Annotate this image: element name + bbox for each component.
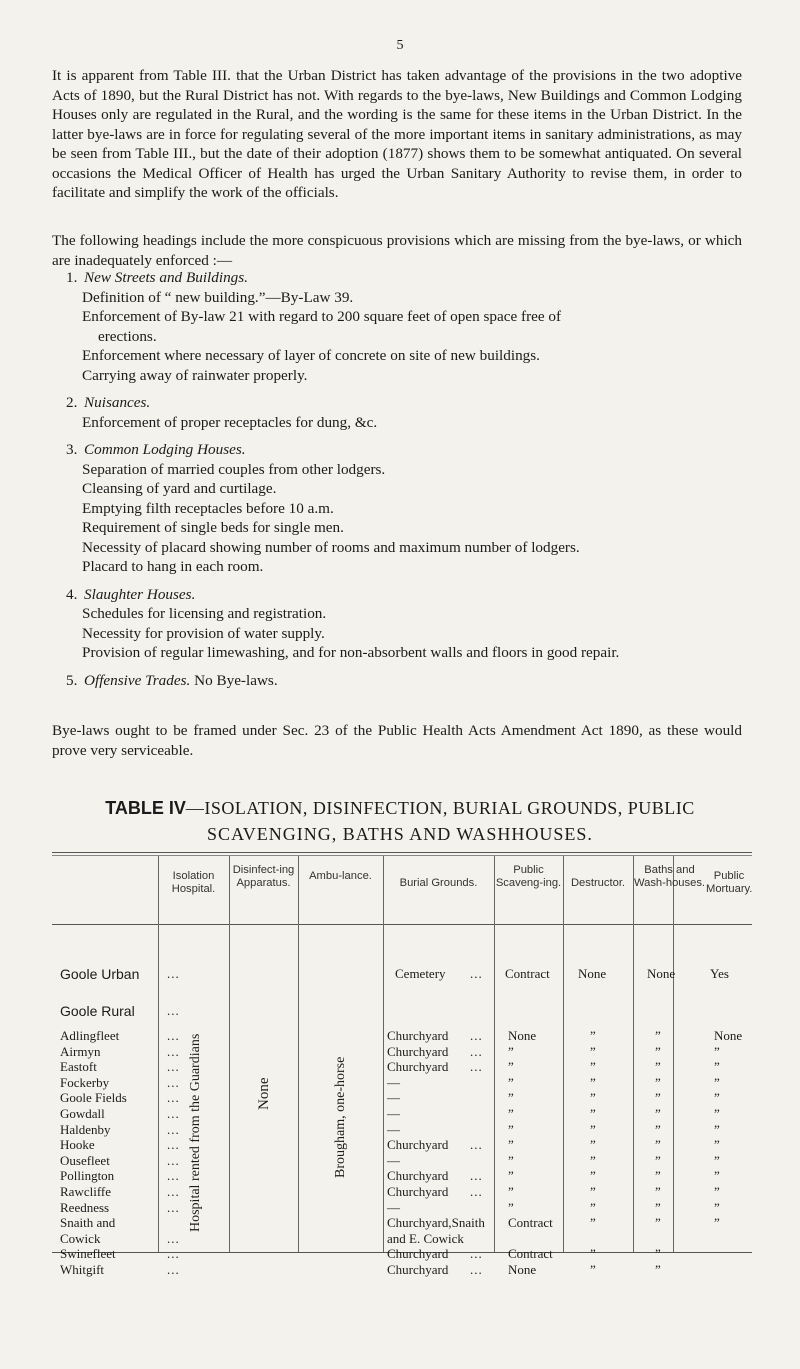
destructor-cell: ”	[590, 1090, 596, 1105]
scavenging-cell: ”	[508, 1137, 514, 1152]
district-name: Reedness	[60, 1200, 110, 1215]
destructor-cell: ”	[590, 1215, 596, 1230]
district-name: Swinefleet	[60, 1246, 116, 1261]
scavenging-cell: ”	[508, 1075, 514, 1090]
section-item: Definition of “ new building.”—By-Law 39.	[82, 288, 354, 306]
mortuary-cell: ”	[714, 1137, 720, 1152]
district-name: Adlingfleet	[60, 1028, 120, 1043]
leader-dots: ...	[167, 1075, 180, 1090]
table-title-rest: —ISOLATION, DISINFECTION, BURIAL GROUNDS, PUBLIC	[185, 798, 695, 818]
scavenging-cell: ”	[508, 1044, 514, 1059]
table-title	[0, 795, 800, 847]
destructor-cell: None	[578, 966, 607, 981]
baths-cell: ”	[655, 1059, 661, 1074]
column-header-disinfect: Disinfect-ing Apparatus.	[232, 864, 295, 889]
table-header-rule	[52, 924, 752, 925]
district-name: Rawcliffe	[60, 1184, 112, 1199]
column-divider	[298, 856, 299, 1252]
mortuary-cell: None	[714, 1028, 743, 1043]
scavenging-cell: ”	[508, 1090, 514, 1105]
section-heading	[66, 585, 746, 605]
column-header-destructor: Destructor.	[570, 877, 626, 889]
section-heading	[66, 440, 746, 460]
section-number: 2.	[66, 394, 78, 411]
mortuary-cell: ”	[714, 1153, 720, 1168]
baths-cell: ”	[655, 1075, 661, 1090]
baths-cell: ”	[655, 1028, 661, 1043]
district-name: Pollington	[60, 1168, 115, 1183]
scavenging-cell: ”	[508, 1168, 514, 1183]
burial-cell: Churchyard	[387, 1059, 449, 1074]
leader-dots: ...	[167, 1044, 180, 1059]
section-item: Carrying away of rainwater properly.	[82, 366, 308, 384]
baths-cell: ”	[655, 1184, 661, 1199]
table-top-rule-2	[52, 855, 752, 856]
scavenging-cell: ”	[508, 1184, 514, 1199]
section-item: Necessity for provision of water supply.	[82, 624, 325, 642]
baths-cell: ”	[655, 1153, 661, 1168]
destructor-cell: ”	[590, 1262, 596, 1277]
section-item: Emptying filth receptacles before 10 a.m.	[82, 499, 334, 517]
burial-cell: Churchyard	[387, 1246, 449, 1261]
scavenging-cell: None	[508, 1262, 537, 1277]
leader-dots: ...	[470, 1168, 483, 1183]
section-4	[66, 585, 746, 663]
column-header-scavenging: Public Scaveng-ing.	[495, 864, 562, 889]
leader-dots: ...	[167, 1090, 180, 1105]
baths-cell: ”	[655, 1090, 661, 1105]
disinfect-vertical-label: None	[256, 1077, 272, 1110]
burial-cell: —	[387, 1200, 400, 1215]
column-divider	[229, 856, 230, 1252]
baths-cell: ”	[655, 1246, 661, 1261]
mortuary-cell: ”	[714, 1059, 720, 1074]
burial-cell: —	[387, 1122, 400, 1137]
burial-cell: Churchyard	[387, 1044, 449, 1059]
section-3	[66, 440, 746, 577]
section-item: Enforcement of By-law 21 with regard to 200 square feet of open space free of	[82, 308, 562, 325]
destructor-cell: ”	[590, 1122, 596, 1137]
leader-dots: ...	[167, 1262, 180, 1277]
baths-cell: ”	[655, 1168, 661, 1183]
scavenging-cell: None	[508, 1028, 537, 1043]
isolation-vertical-label: Hospital rented from the Guardians	[188, 1033, 203, 1232]
baths-cell: ”	[655, 1262, 661, 1277]
burial-cell: Cemetery	[395, 966, 446, 981]
destructor-cell: ”	[590, 1137, 596, 1152]
leader-dots: ...	[167, 1137, 180, 1152]
scavenging-cell: ”	[508, 1059, 514, 1074]
section-item: Requirement of single beds for single men.	[82, 519, 344, 536]
paragraph-recommendation	[52, 721, 742, 760]
mortuary-cell: ”	[714, 1044, 720, 1059]
column-divider	[673, 856, 674, 1252]
column-divider	[383, 856, 384, 1252]
burial-cell: Churchyard	[387, 1168, 449, 1183]
scavenging-cell: Contract	[508, 1246, 553, 1261]
mortuary-cell: ”	[714, 1075, 720, 1090]
district-name: Goole Fields	[60, 1090, 127, 1105]
section-title: New Streets and Buildings.	[84, 269, 248, 286]
scavenging-cell: ”	[508, 1153, 514, 1168]
district-name: Hooke	[60, 1137, 95, 1152]
destructor-cell: ”	[590, 1028, 596, 1043]
scavenging-cell: Contract	[508, 1215, 553, 1230]
leader-dots: ...	[167, 1122, 180, 1137]
section-item: Provision of regular limewashing, and for non-absorbent walls and floors in good repair.	[82, 644, 620, 661]
section-title: Common Lodging Houses.	[84, 441, 246, 458]
bye-law-sections	[66, 268, 746, 698]
column-header-baths: Baths and Wash-houses.	[633, 864, 706, 889]
section-heading	[66, 671, 746, 691]
destructor-cell: ”	[590, 1184, 596, 1199]
section-number: 1.	[66, 269, 78, 286]
baths-cell: None	[647, 966, 676, 981]
table-title-label: TABLE IV	[105, 798, 186, 818]
leader-dots: ...	[470, 1262, 483, 1277]
district-name: Snaith and	[60, 1215, 116, 1230]
leader-dots: ...	[167, 1153, 180, 1168]
destructor-cell: ”	[590, 1075, 596, 1090]
section-item: Enforcement where necessary of layer of concrete on site of new buildings.	[82, 347, 540, 364]
baths-cell: ”	[655, 1215, 661, 1230]
burial-cell: —	[387, 1090, 400, 1105]
section-heading	[66, 268, 746, 288]
leader-dots: ...	[167, 1003, 180, 1018]
leader-dots: ...	[470, 1246, 483, 1261]
burial-cell: Churchyard	[387, 1184, 449, 1199]
baths-cell: ”	[655, 1137, 661, 1152]
burial-cell: Churchyard	[387, 1262, 449, 1277]
section-number: 3.	[66, 441, 78, 458]
leader-dots: ...	[470, 966, 483, 981]
district-name: Airmyn	[60, 1044, 101, 1059]
section-number: 5.	[66, 671, 78, 689]
baths-cell: ”	[655, 1044, 661, 1059]
column-divider	[633, 856, 634, 1252]
district-name: Gowdall	[60, 1106, 105, 1121]
mortuary-cell: ”	[714, 1168, 720, 1183]
burial-cell: —	[387, 1106, 400, 1121]
leader-dots: ...	[470, 1059, 483, 1074]
mortuary-cell: ”	[714, 1122, 720, 1137]
section-title: Offensive Trades.	[84, 671, 191, 689]
leader-dots: ...	[167, 1168, 180, 1183]
paragraph-headings-intro	[52, 231, 742, 270]
section-title: Nuisances.	[84, 394, 151, 411]
district-name: Haldenby	[60, 1122, 111, 1137]
burial-cell: —	[387, 1075, 400, 1090]
district-goole-rural: Goole Rural	[60, 1003, 135, 1019]
burial-cell: Churchyard	[387, 1137, 449, 1152]
destructor-cell: ”	[590, 1246, 596, 1261]
paragraph-urban-rural	[52, 66, 742, 203]
section-item: Placard to hang in each room.	[82, 558, 264, 575]
district-name: Whitgift	[60, 1262, 105, 1277]
scavenging-cell: ”	[508, 1200, 514, 1215]
mortuary-cell: Yes	[710, 966, 729, 981]
district-name: Cowick	[60, 1231, 101, 1246]
table-title-line2: SCAVENGING, BATHS AND WASHHOUSES.	[207, 824, 593, 844]
scavenging-cell: Contract	[505, 966, 550, 981]
baths-cell: ”	[655, 1122, 661, 1137]
leader-dots: ...	[470, 1137, 483, 1152]
ambulance-vertical-label: Brougham, one-horse	[333, 1056, 348, 1178]
column-divider	[158, 856, 159, 1252]
scavenging-cell: ”	[508, 1106, 514, 1121]
destructor-cell: ”	[590, 1106, 596, 1121]
column-header-mortuary: Public Mortuary.	[706, 870, 753, 895]
destructor-cell: ”	[590, 1200, 596, 1215]
burial-cell: —	[387, 1153, 400, 1168]
section-item: Enforcement of proper receptacles for dung, &c.	[82, 413, 378, 431]
district-name: Fockerby	[60, 1075, 110, 1090]
section-item: Schedules for licensing and registration.	[82, 605, 327, 622]
leader-dots: ...	[167, 1246, 180, 1261]
table-top-rule	[52, 852, 752, 853]
leader-dots: ...	[167, 1106, 180, 1121]
paragraph-text: It is apparent from Table III. that the Urban District has taken advantage of the provisions in the two adoptive Acts of 1890, but the Rural District has not. With regards to the bye-laws, New Buildings and Common Lodging Houses only are regulated in the Rural, and the wording is the same for these items in the Urban District. In the latter bye-laws are in force for regulating several of the more important items in sanitary administrations, as may be seen from Table III., but the date of their adoption (1877) shows them to be somewhat antiquated. On several occasions the Medical Officer of Health has urged the Urban Sanitary Authority to revise them, in order to facilitate and simplify the work of the officials.	[52, 67, 742, 201]
section-number: 4.	[66, 585, 78, 603]
paragraph-text: The following headings include the more conspicuous provisions which are missing from the bye-laws, or which are inadequately enforced :—	[52, 232, 742, 269]
leader-dots: ...	[167, 1231, 180, 1246]
burial-cell: Churchyard	[387, 1028, 449, 1043]
leader-dots: ...	[470, 1044, 483, 1059]
column-header-isolation: Isolation Hospital.	[171, 870, 216, 895]
destructor-cell: ”	[590, 1044, 596, 1059]
page-number: 5	[396, 38, 404, 53]
destructor-cell: ”	[590, 1168, 596, 1183]
mortuary-cell: ”	[714, 1200, 720, 1215]
paragraph-text: Bye-laws ought to be framed under Sec. 23 of the Public Health Acts Amendment Act 1890, as these would prove very serviceable.	[52, 722, 742, 759]
mortuary-cell: ”	[714, 1184, 720, 1199]
destructor-cell: ”	[590, 1059, 596, 1074]
leader-dots: ...	[167, 1184, 180, 1199]
section-1	[66, 268, 746, 385]
district-name: Eastoft	[60, 1059, 97, 1074]
column-divider	[494, 856, 495, 1252]
leader-dots: ...	[470, 1028, 483, 1043]
section-item: Cleansing of yard and curtilage.	[82, 480, 277, 497]
destructor-cell: ”	[590, 1153, 596, 1168]
baths-cell: ”	[655, 1200, 661, 1215]
column-divider	[563, 856, 564, 1252]
column-header-ambulance: Ambu-lance.	[309, 870, 372, 882]
mortuary-cell: ”	[714, 1106, 720, 1121]
leader-dots: ...	[167, 966, 180, 981]
section-heading	[66, 393, 746, 413]
section-note: No Bye-laws.	[190, 671, 278, 689]
burial-cell: Churchyard,Snaith	[387, 1215, 485, 1230]
mortuary-cell: ”	[714, 1215, 720, 1230]
district-name: Ousefleet	[60, 1153, 110, 1168]
burial-cell: and E. Cowick	[387, 1231, 464, 1246]
section-item: Necessity of placard showing number of rooms and maximum number of lodgers.	[82, 538, 580, 556]
leader-dots: ...	[470, 1184, 483, 1199]
leader-dots: ...	[167, 1028, 180, 1043]
section-item: erections.	[98, 327, 157, 345]
scavenging-cell: ”	[508, 1122, 514, 1137]
section-title: Slaughter Houses.	[84, 585, 196, 603]
section-item: Separation of married couples from other lodgers.	[82, 460, 386, 478]
leader-dots: ...	[167, 1059, 180, 1074]
district-goole-urban: Goole Urban	[60, 966, 140, 982]
section-5	[66, 671, 746, 691]
mortuary-cell: ”	[714, 1090, 720, 1105]
section-2	[66, 393, 746, 432]
column-header-burial: Burial Grounds.	[399, 877, 478, 889]
leader-dots: ...	[167, 1200, 180, 1215]
baths-cell: ”	[655, 1106, 661, 1121]
